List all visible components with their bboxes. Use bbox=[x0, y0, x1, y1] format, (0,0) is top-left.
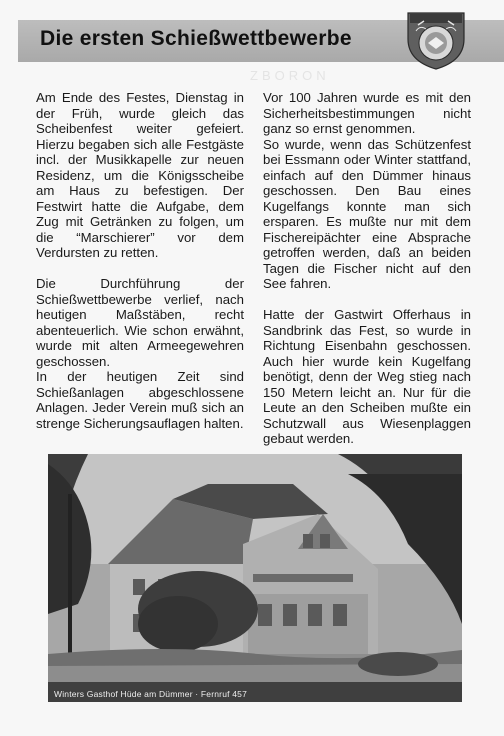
paragraph-duemmer: So wurde, wenn das Schützenfest bei Essmann oder Winter stattfand, einfach auf den Dümmer hinaus geschossen. Den Bau eines Kugelfangs konnte man sich ersparen. Es mußte nur mit dem Fischereipächter eine Absprache getroffen werden, daß an beiden Tagen die Fischer nicht auf den See fahren. bbox=[263, 136, 471, 291]
photo-caption: Winters Gasthof Hüde am Dümmer · Fernruf 457 bbox=[54, 689, 248, 699]
club-emblem bbox=[406, 9, 466, 71]
paragraph-safety: Vor 100 Jahren wurde es mit den Sicherheitsbestimmungen nicht ganz so ernst genommen. bbox=[263, 90, 471, 136]
page-title: Die ersten Schießwettbewerbe bbox=[40, 27, 352, 50]
paragraph-festival-end: Am Ende des Festes, Dienstag in der Früh, wurde gleich das Scheibenfest weiter gefeiert. Hierzu begaben sich alle Festgäste incl. der Musikkapelle zur neuen Residenz, um die Königsscheibe am Haus zu befestigen. Der Festwirt hatte die Aufgabe, dem Zug mit Getränken zu folgen, um die “Marschierer” vor dem Verdursten zu retten. bbox=[36, 90, 244, 260]
historic-photo bbox=[48, 454, 462, 702]
paragraph-modern-ranges: In der heutigen Zeit sind Schießanlagen abgeschlossene Anlagen. Jeder Verein muß sich an strenge Sicherungsauflagen halten. bbox=[36, 369, 244, 431]
paragraph-competitions: Die Durchführung der Schießwettbewerbe verlief, nach heutigen Maßstäben, recht abenteuerlich. Wie schon erwähnt, wurde mit alten Armeegewehren geschossen. bbox=[36, 276, 244, 369]
bleed-through-text: ZBORON bbox=[250, 68, 330, 83]
paragraph-offerhaus: Hatte der Gastwirt Offerhaus in Sandbrink das Fest, so wurde in Richtung Eisenbahn geschossen. Auch hier wurde kein Kugelfang benötigt, denn der Weg stieg nach 150 Metern leicht an. Nur für die Leute an den Scheiben mußte ein Schutzwall aus Wiesenplaggen gebaut werden. bbox=[263, 307, 471, 446]
article-left-column bbox=[36, 90, 244, 447]
article-right-column bbox=[263, 90, 471, 462]
inn-photo-drawing bbox=[48, 454, 462, 702]
